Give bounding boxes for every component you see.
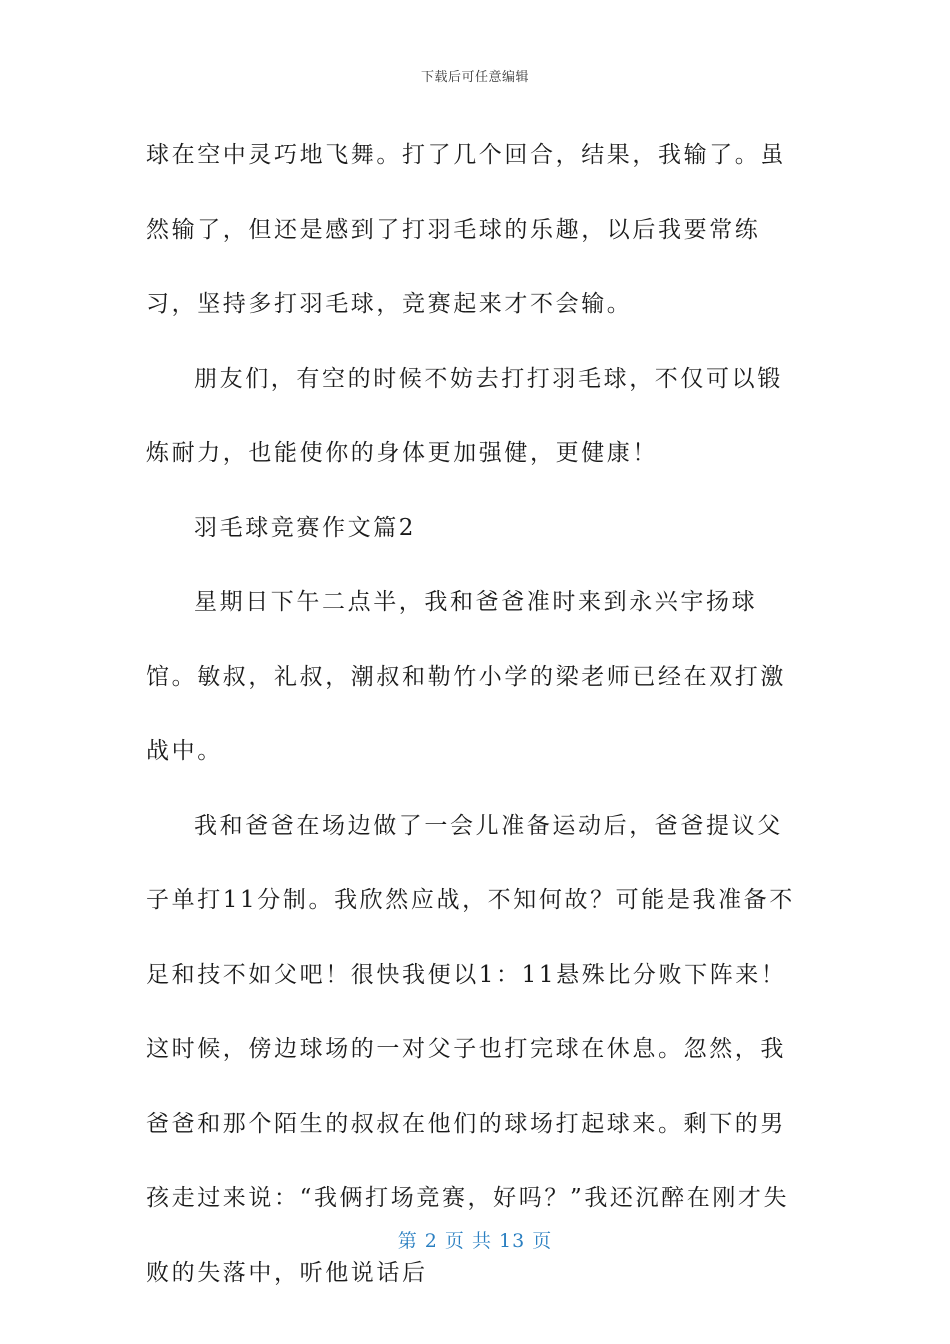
paragraph-3: 星期日下午二点半，我和爸爸准时来到永兴宇扬球馆。敏叔，礼叔，潮叔和勒竹小学的梁老师已经在双打激战中。: [146, 589, 786, 764]
paragraph-4: 我和爸爸在场边做了一会儿准备运动后，爸爸提议父子单打11分制。我欣然应战，不知何故？可能是我准备不足和技不如父吧！很快我便以1：11悬殊比分败下阵来！这时候，傍边球场的一对父子也打完球在休息。忽然，我爸爸和那个陌生的叔叔在他们的球场打起球来。剩下的男孩走过来说：“我俩打场竞赛，好吗？”我还沉醉在刚才失败的失落中，听他说话后: [146, 812, 795, 1286]
body-text: [146, 118, 806, 1310]
page-number: 第 2 页 共 13 页: [397, 1230, 553, 1252]
paragraph-1: 球在空中灵巧地飞舞。打了几个回合，结果，我输了。虽然输了，但还是感到了打羽毛球的乐趣，以后我要常练习，坚持多打羽毛球，竞赛起来才不会输。: [146, 142, 786, 317]
paragraph-2: 朋友们，有空的时候不妨去打打羽毛球，不仅可以锻炼耐力，也能使你的身体更加强健，更健康！: [146, 365, 783, 466]
section-title: 羽毛球竞赛作文篇2: [194, 514, 417, 541]
header-note: 下载后可任意编辑: [420, 70, 529, 85]
